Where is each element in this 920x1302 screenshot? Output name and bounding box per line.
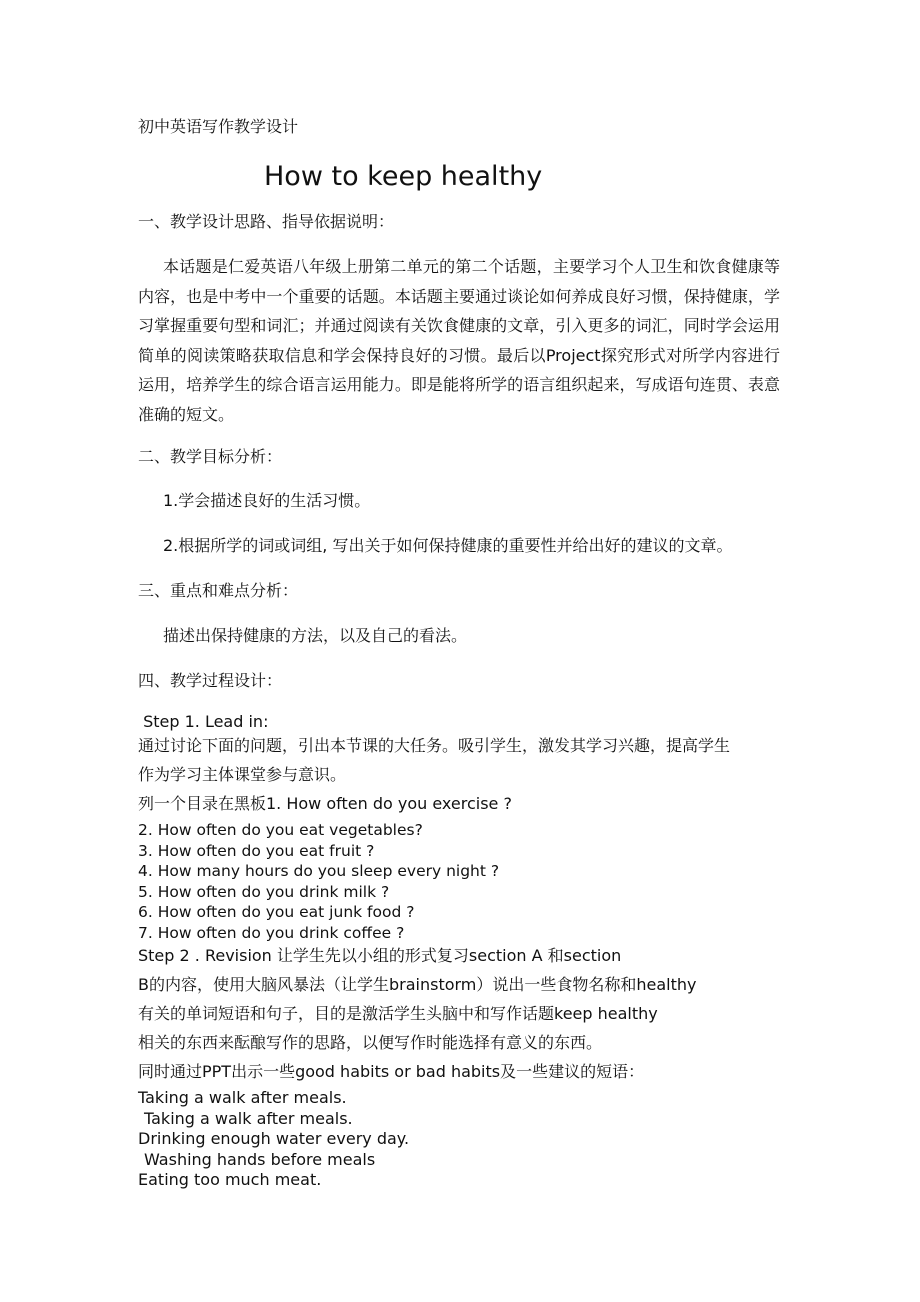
list-item: Taking a walk after meals. <box>144 1108 353 1128</box>
list-item: Drinking enough water every day. <box>138 1129 410 1149</box>
step-2-line-1: Step 2 . Revision 让学生先以小组的形式复习section A 和section <box>138 946 622 965</box>
step-1-title: Step 1. Lead in: <box>138 712 269 731</box>
question-list <box>138 820 499 944</box>
step-1-line-1: 通过讨论下面的问题，引出本节课的大任务。吸引学生，激发其学习兴趣，提高学生 <box>138 736 731 755</box>
section-1-paragraph: 本话题是仁爱英语八年级上册第二单元的第二个话题，主要学习个人卫生和饮食健康等内容，也是中考中一个重要的话题。本话题主要通过谈论如何养成良好习惯，保持健康，学习掌握重要句型和词汇；并通过阅读有关饮食健康的文章，引入更多的词汇，同时学会运用简单的阅读策略获取信息和学会保持良好的习惯。最后以Project探究形式对所学内容进行运用，培养学生的综合语言运用能力。即是能将所学的语言组织起来，写成语句连贯、表意准确的短文。 <box>138 257 780 424</box>
phrase-list <box>138 1088 409 1191</box>
step-2-line-2: B的内容，使用大脑风暴法（让学生brainstorm）说出一些食物名称和healthy <box>138 975 697 994</box>
step-2-line-3: 有关的单词短语和句子，目的是激活学生头脑中和写作话题keep healthy <box>138 1004 658 1023</box>
goal-1: 1.学会描述良好的生活习惯。 <box>163 491 371 510</box>
list-item: 6. How often do you eat junk food ? <box>138 903 415 922</box>
list-item: Taking a walk after meals. <box>138 1088 347 1107</box>
document-title: How to keep healthy <box>264 161 543 192</box>
step-1-line-3: 列一个目录在黑板1. How often do you exercise ? <box>138 794 512 813</box>
list-item: Washing hands before meals <box>144 1149 376 1169</box>
list-item: 7. How often do you drink coffee ? <box>138 923 405 942</box>
step-2-line-4: 相关的东西来酝酿写作的思路，以便写作时能选择有意义的东西。 <box>138 1033 603 1052</box>
document-label: 初中英语写作教学设计 <box>138 117 299 136</box>
goal-2: 2.根据所学的词或词组, 写出关于如何保持健康的重要性并给出好的建议的文章。 <box>163 536 733 555</box>
list-item: 5. How often do you drink milk ? <box>138 882 390 901</box>
list-item: 4. How many hours do you sleep every night ? <box>138 862 500 881</box>
list-item: 2. How often do you eat vegetables? <box>138 821 423 839</box>
key-point-text: 描述出保持健康的方法，以及自己的看法。 <box>163 626 468 645</box>
section-4-heading: 四、教学过程设计： <box>138 671 283 690</box>
step-2-line-5: 同时通过PPT出示一些good habits or bad habits及一些建议的短语： <box>138 1062 645 1081</box>
step-1-line-2: 作为学习主体课堂参与意识。 <box>138 765 347 784</box>
section-2-heading: 二、教学目标分析： <box>138 447 283 466</box>
list-item: 3. How often do you eat fruit ? <box>138 841 375 860</box>
section-1-heading: 一、教学设计思路、指导依据说明： <box>138 212 395 231</box>
section-3-heading: 三、重点和难点分析： <box>138 581 299 600</box>
list-item: Eating too much meat. <box>138 1170 322 1190</box>
